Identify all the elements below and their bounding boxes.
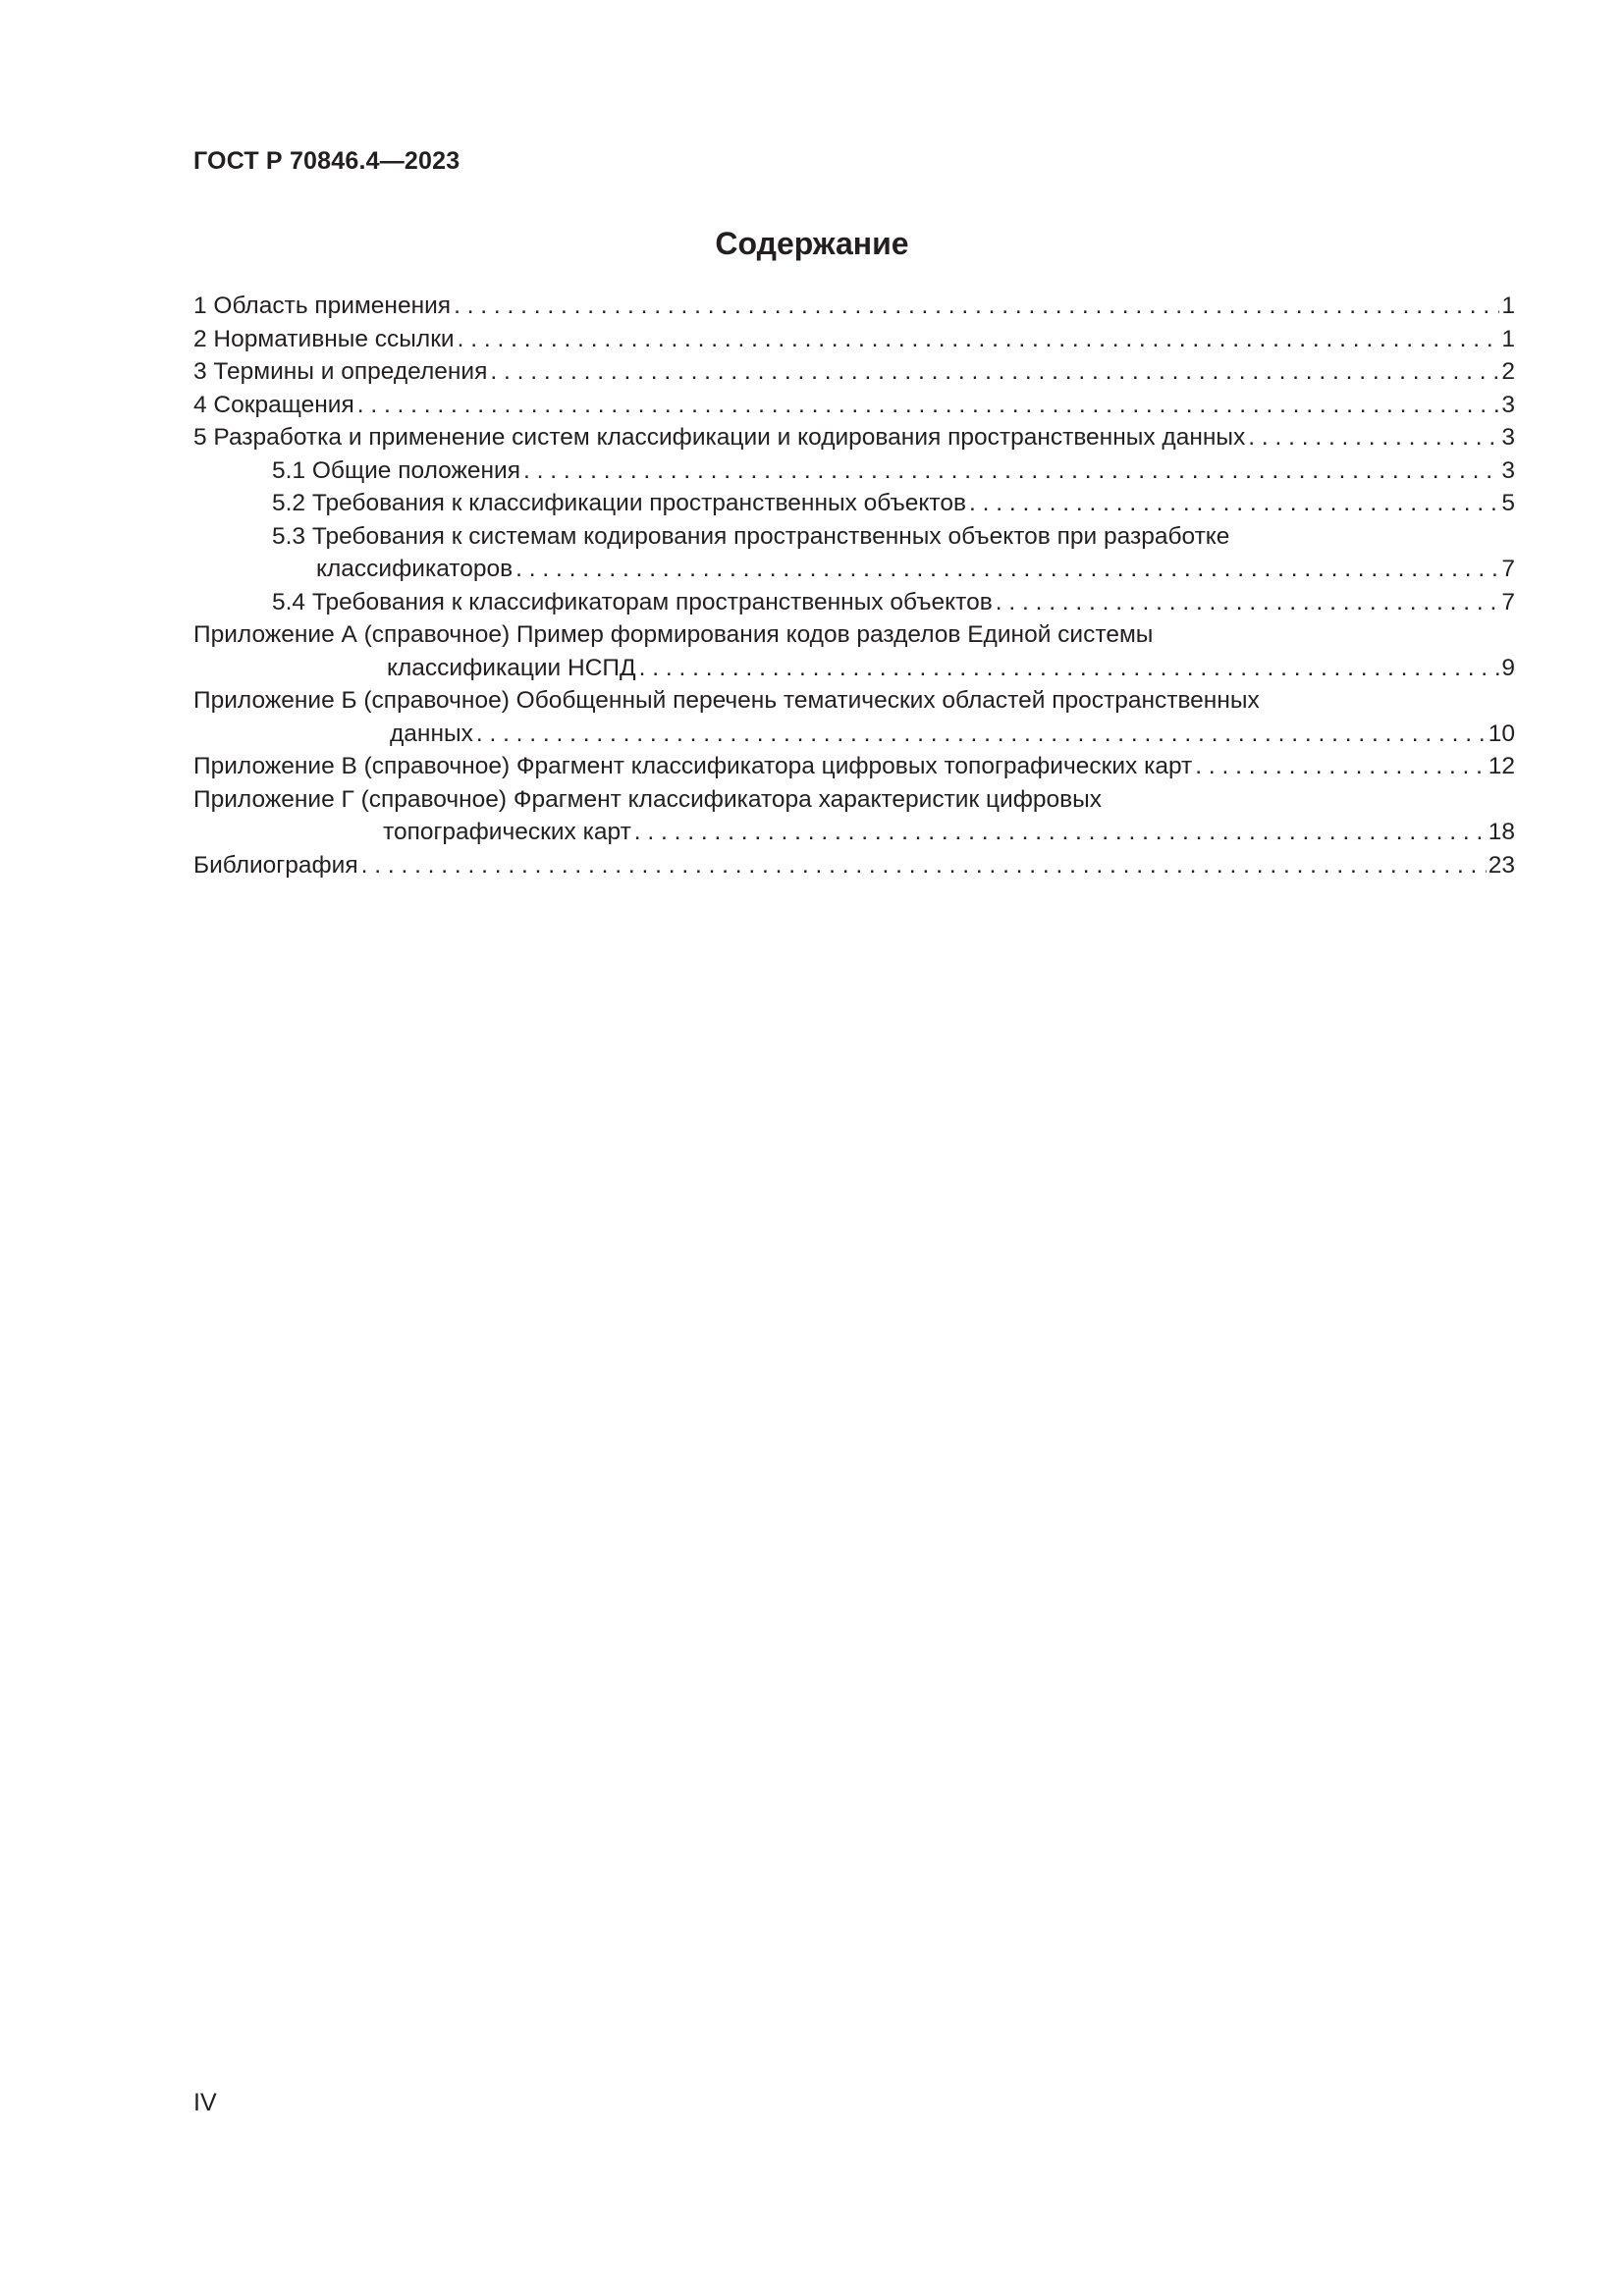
dot-leader (1195, 750, 1486, 783)
dot-leader (357, 389, 1500, 422)
toc-entry-page: 3 (1501, 424, 1515, 451)
toc-entry-text-first-line: 5.3 Требования к системам кодирования пространственных объектов при разработке (272, 522, 1230, 550)
toc-entry-text-first-line: Приложение А (справочное) Пример формирования кодов разделов Единой системы (193, 621, 1154, 648)
dot-leader (996, 586, 1500, 619)
page-number: IV (193, 2089, 217, 2116)
toc-entry-text-first-line: Приложение Г (справочное) Фрагмент классификатора характеристик цифровых (193, 785, 1103, 813)
toc-entry-text: классификаторов (316, 556, 514, 582)
dot-leader (523, 454, 1499, 488)
toc-entry-text: 5.2 Требования к классификации пространственных объектов (272, 490, 967, 516)
toc-entry-page: 1 (1501, 325, 1515, 352)
toc-entry-text: данных (390, 720, 473, 747)
toc-entry-page: 3 (1501, 456, 1515, 484)
dot-leader (454, 290, 1499, 323)
toc-entry-5-2[interactable] (193, 487, 1515, 520)
toc-entry-page: 5 (1501, 490, 1515, 516)
toc-entry-page: 12 (1488, 753, 1515, 779)
dot-leader (969, 487, 1499, 520)
toc-entry-appendix-b[interactable] (193, 684, 1515, 750)
toc-entry-appendix-v[interactable] (193, 750, 1515, 783)
dot-leader (361, 849, 1487, 882)
toc-entry-page: 7 (1501, 556, 1515, 582)
dot-leader (458, 323, 1500, 356)
toc-entry-text: 3 Термины и определения (193, 358, 488, 385)
toc-entry-page: 7 (1501, 588, 1515, 615)
dot-leader (1248, 421, 1499, 454)
dot-leader (476, 718, 1487, 751)
dot-leader (639, 652, 1500, 685)
toc-entry-page: 10 (1488, 720, 1515, 747)
toc-entry-text: 5.1 Общие положения (272, 456, 521, 484)
table-of-contents (193, 290, 1515, 881)
toc-entry-5-4[interactable] (193, 586, 1515, 619)
toc-entry-5-1[interactable] (193, 454, 1515, 488)
toc-entry-page: 2 (1501, 358, 1515, 385)
toc-entry-5-3[interactable] (193, 520, 1515, 586)
toc-entry-3[interactable] (193, 355, 1515, 389)
toc-entry-page: 18 (1488, 819, 1515, 845)
document-id: ГОСТ Р 70846.4—2023 (193, 147, 460, 175)
toc-entry-text: 1 Область применения (193, 293, 452, 319)
toc-entry-text: 4 Сокращения (193, 391, 354, 418)
toc-title: Содержание (715, 226, 909, 261)
toc-entry-text: 5 Разработка и применение систем классификации и кодирования пространственных данных (193, 424, 1246, 451)
toc-entry-appendix-g[interactable] (193, 783, 1515, 849)
toc-entry-text: 5.4 Требования к классификаторам пространственных объектов (272, 588, 993, 615)
toc-entry-1[interactable] (193, 290, 1515, 323)
dot-leader (515, 553, 1499, 586)
toc-entry-page: 1 (1501, 293, 1515, 319)
toc-entry-2[interactable] (193, 323, 1515, 356)
toc-entry-text: 2 Нормативные ссылки (193, 325, 455, 352)
toc-entry-appendix-a[interactable] (193, 618, 1515, 684)
dot-leader (490, 355, 1499, 389)
toc-entry-text: Библиография (193, 851, 358, 879)
dot-leader (634, 816, 1487, 849)
toc-entry-text-first-line: Приложение Б (справочное) Обобщенный перечень тематических областей пространственных (193, 687, 1260, 714)
toc-entry-text: Приложение В (справочное) Фрагмент классификатора цифровых топографических карт (193, 753, 1193, 779)
toc-entry-text: классификации НСПД (387, 654, 636, 681)
toc-entry-page: 9 (1501, 654, 1515, 681)
toc-entry-4[interactable] (193, 389, 1515, 422)
toc-entry-text: топографических карт (383, 819, 631, 845)
toc-entry-5[interactable] (193, 421, 1515, 454)
toc-entry-bibliography[interactable] (193, 849, 1515, 882)
toc-entry-page: 3 (1501, 391, 1515, 418)
toc-entry-page: 23 (1488, 851, 1515, 879)
